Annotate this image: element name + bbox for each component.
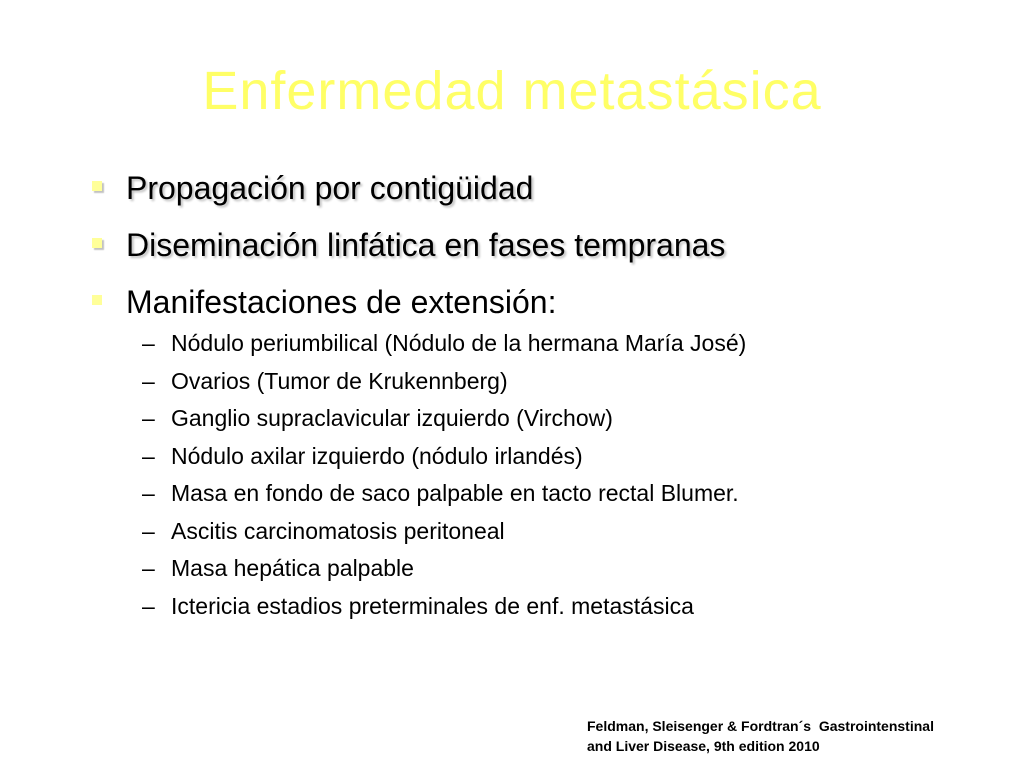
sub-bullet-item (142, 590, 1024, 628)
slide-title: Enfermedad metastásica (202, 61, 822, 121)
sub-bullet-text: Nódulo periumbilical (Nódulo de la hermana María José) (171, 330, 747, 356)
bullet-text: Manifestaciones de extensión: (126, 284, 557, 320)
sub-bullet-item (142, 515, 1024, 553)
bullet-item (88, 220, 988, 277)
dash-marker: – (142, 555, 155, 581)
bullet-text: Propagación por contigüidad (126, 170, 534, 206)
sub-bullet-item (142, 402, 1024, 440)
sub-bullet-item (142, 552, 1024, 590)
sub-bullet-text: Nódulo axilar izquierdo (nódulo irlandés) (171, 442, 583, 469)
dash-marker: – (142, 330, 155, 356)
sub-bullet-item (142, 477, 1024, 515)
square-bullet-icon (92, 181, 102, 191)
sub-bullet-text: Masa en fondo de saco palpable en tacto rectal Blumer. (171, 480, 739, 506)
bullet-item (88, 163, 988, 220)
sub-bullet-list (142, 327, 1024, 627)
dash-marker: – (142, 405, 155, 431)
bullet-item (88, 277, 988, 334)
sub-bullet-item (142, 440, 1024, 478)
citation-line-1: Feldman, Sleisenger & Fordtran´s Gastrointenstinal (587, 718, 934, 734)
square-bullet-icon (92, 295, 102, 305)
dash-marker: – (142, 442, 155, 469)
sub-bullet-text: Ganglio supraclavicular izquierdo (Virchow) (171, 405, 613, 431)
bullet-text: Diseminación linfática en fases tempranas (126, 227, 726, 263)
dash-marker: – (142, 517, 155, 544)
sub-bullet-text: Ovarios (Tumor de Krukennberg) (171, 367, 508, 394)
sub-bullet-text: Ascitis carcinomatosis peritoneal (171, 517, 505, 544)
sub-bullet-item (142, 365, 1024, 403)
dash-marker: – (142, 480, 155, 506)
dash-marker: – (142, 592, 155, 619)
sub-bullet-item (142, 327, 1024, 365)
square-bullet-icon (92, 238, 102, 248)
citation (587, 716, 934, 756)
bullet-list (88, 163, 988, 627)
sub-bullet-text: Ictericia estadios preterminales de enf. metastásica (171, 592, 694, 619)
dash-marker: – (142, 367, 155, 394)
citation-line-2: and Liver Disease, 9th edition 2010 (587, 738, 820, 754)
sub-bullet-text: Masa hepática palpable (171, 555, 414, 581)
